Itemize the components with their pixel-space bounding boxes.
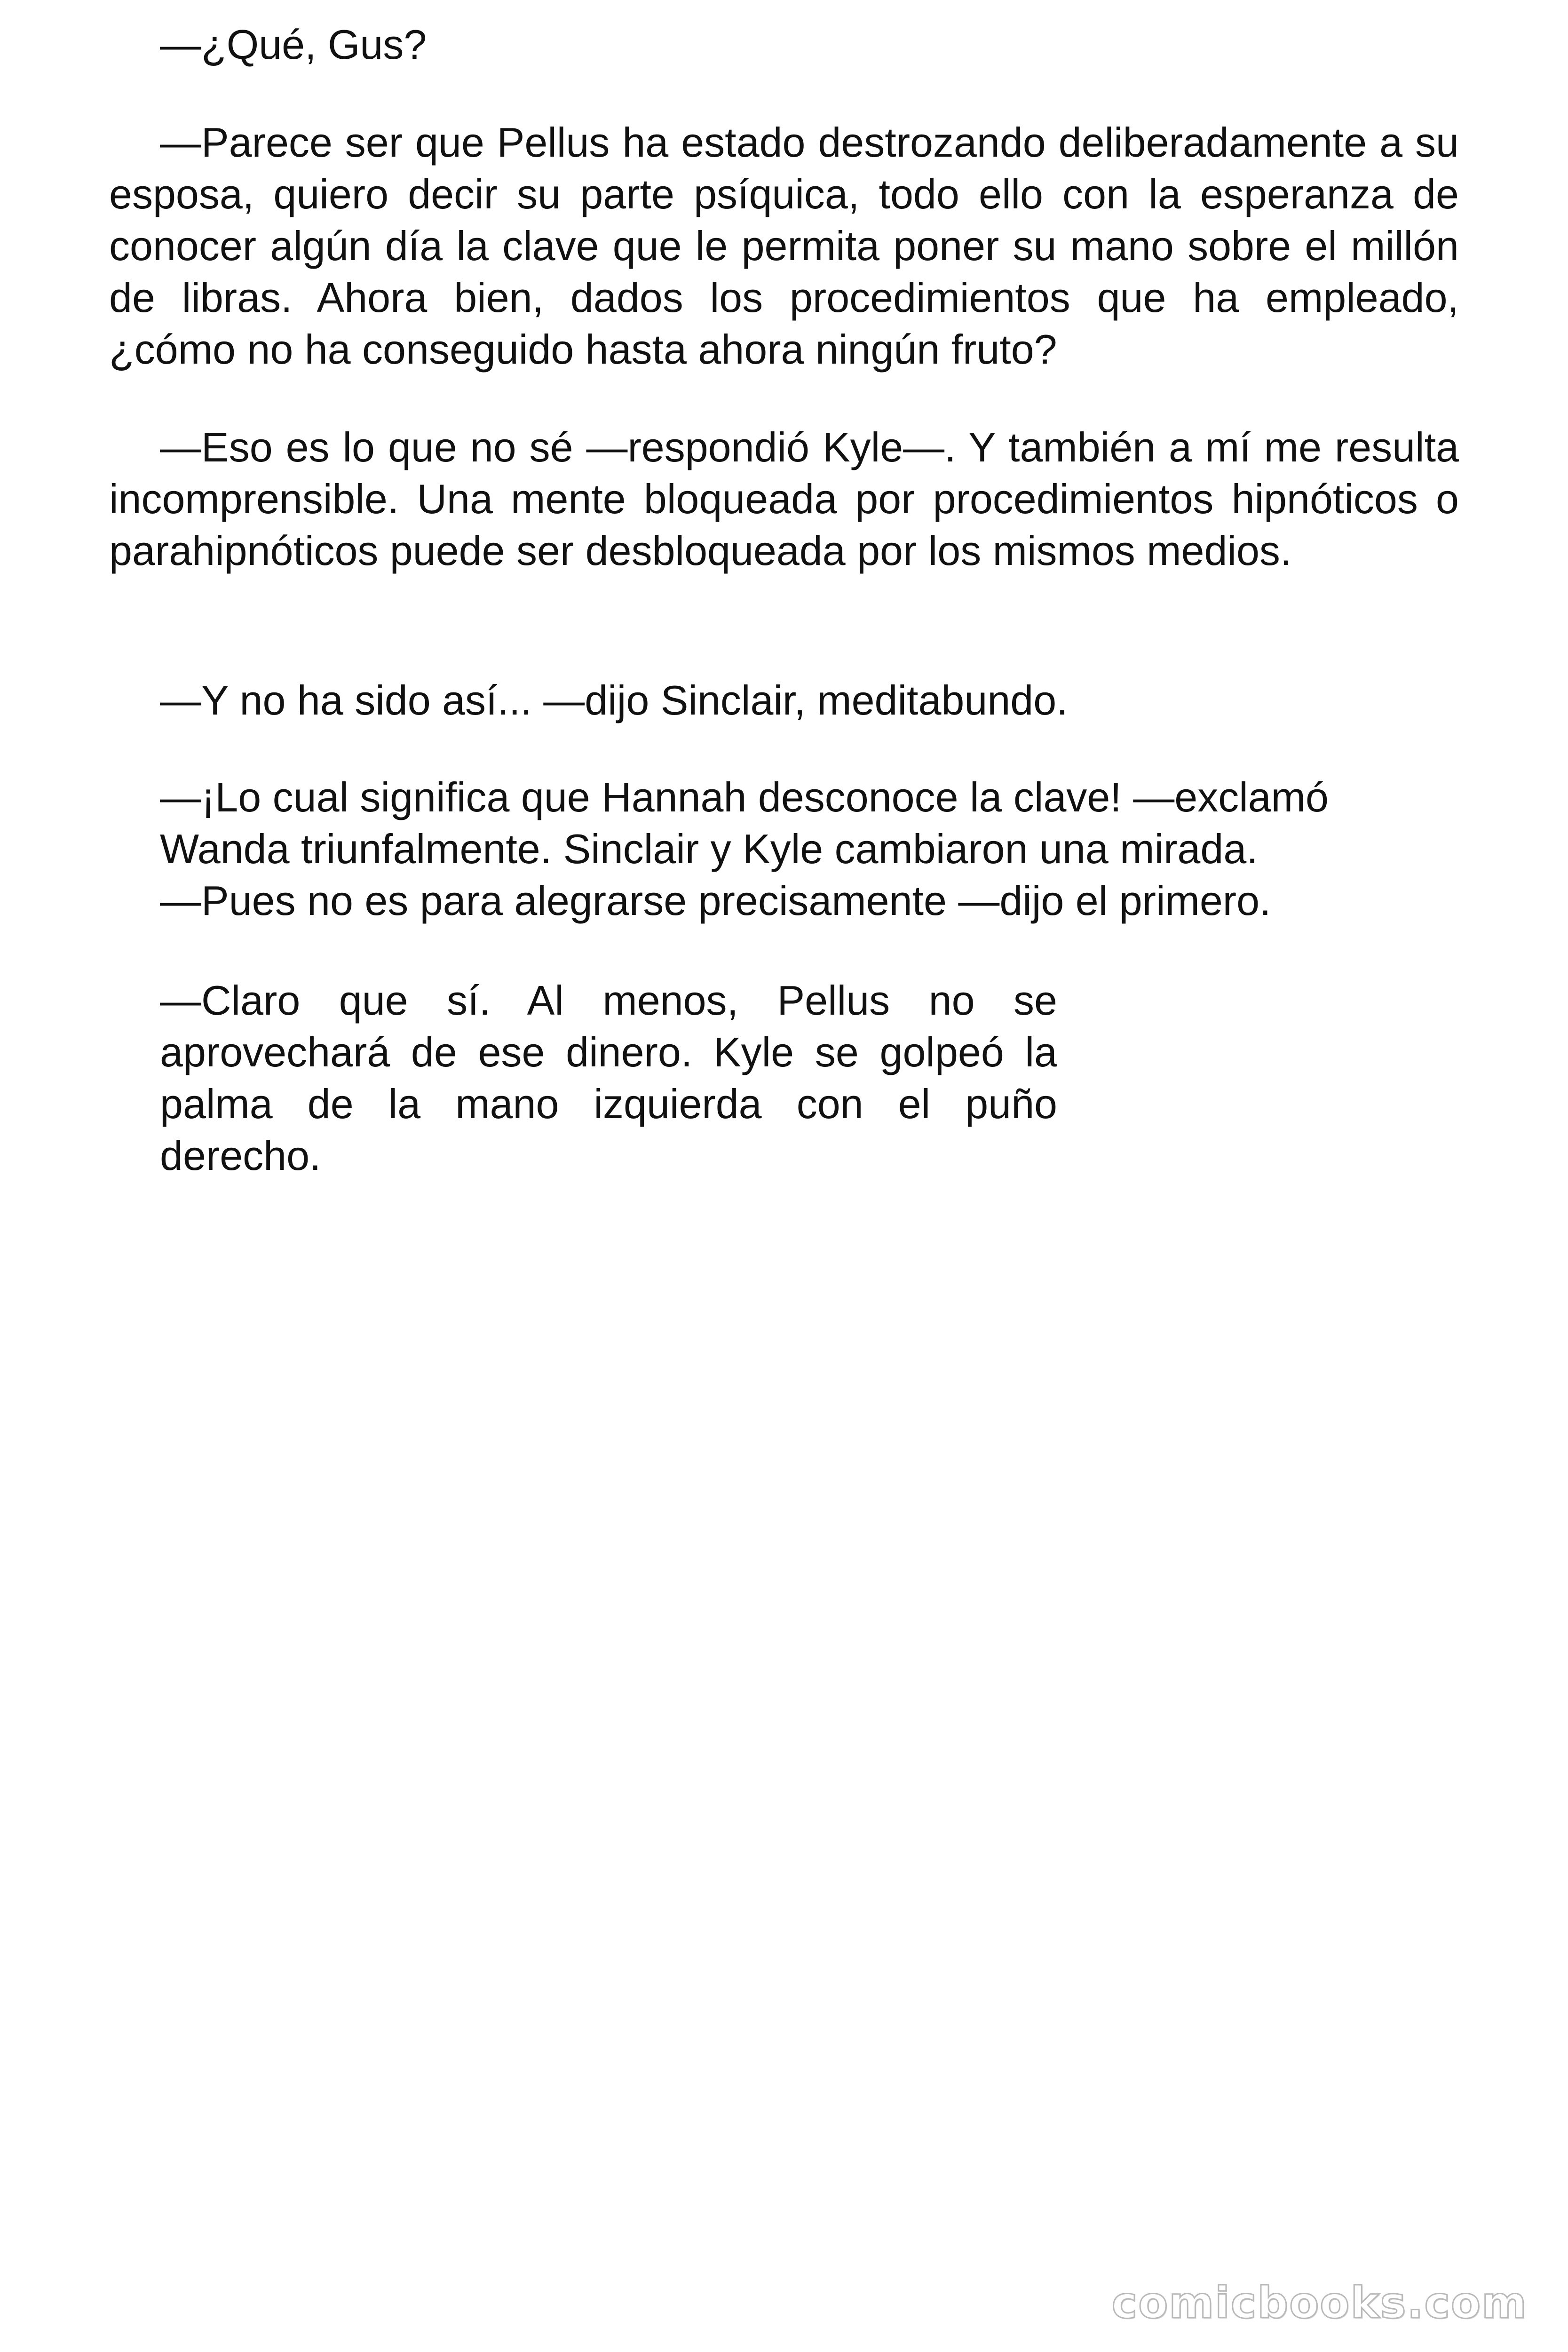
text-line: aprovechará de ese dinero. Kyle se golpeó la (160, 1029, 1057, 1075)
paragraph-claro-que-si (160, 975, 1057, 1182)
paragraph-wanda-triunfal (160, 771, 1430, 927)
text-line: Wanda triunfalmente. Sinclair y Kyle cambiaron una mirada. (160, 826, 1258, 872)
paragraph-text: —¿Qué, Gus? (160, 21, 427, 68)
text-line: derecho. (160, 1132, 321, 1179)
text-line: —¡Lo cual significa que Hannah desconoce la clave! —exclamó (160, 774, 1329, 820)
text-line: palma de la mano izquierda con el puño (160, 1081, 1057, 1127)
watermark: comicbooks.com (1111, 2278, 1528, 2328)
paragraph-que-gus (109, 19, 1459, 71)
paragraph-sinclair-meditabundo: —Y no ha sido así... —dijo Sinclair, meditabundo. (160, 677, 1068, 723)
paragraph-kyle-responde: —Eso es lo que no sé —respondió Kyle—. Y también a mí me resulta incomprensible. Una mente bloqueada por procedimientos hipnóticos o parahipnóticos puede ser desbloqueada por los mismos medios. (109, 424, 1459, 574)
paragraph-pellus-esposa: —Parece ser que Pellus ha estado destrozando deliberadamente a su esposa, quiero decir su parte psíquica, todo ello con la esperanza de conocer algún día la clave que le permita poner su mano sobre el millón de libras. Ahora bien, dados los procedimientos que ha empleado, ¿cómo no ha conseguido hasta ahora ningún fruto? (109, 119, 1459, 373)
text-line: —Pues no es para alegrarse precisamente —dijo el primero. (160, 877, 1271, 924)
text-line: —Claro que sí. Al menos, Pellus no se (160, 977, 1057, 1024)
